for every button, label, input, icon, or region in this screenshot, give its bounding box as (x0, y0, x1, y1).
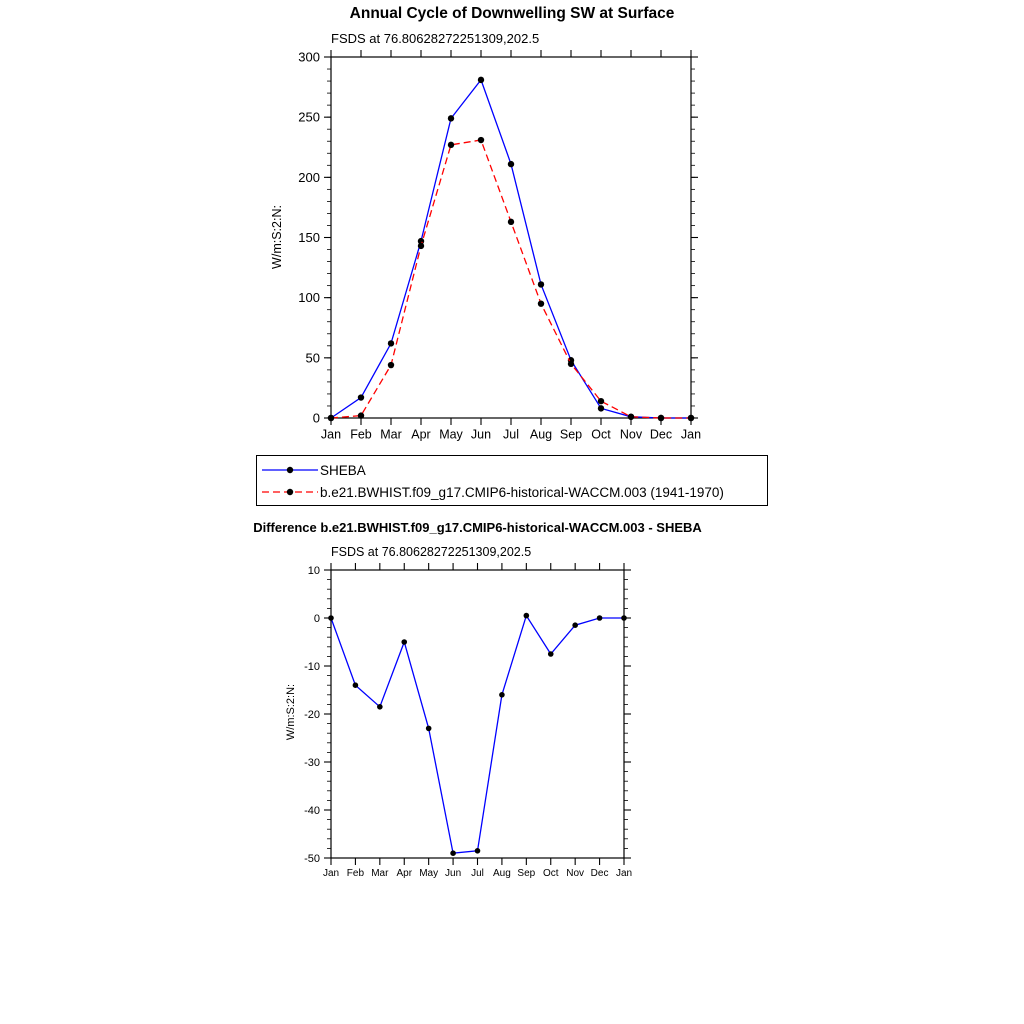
y-tick-label: 100 (298, 290, 320, 306)
marker (478, 137, 484, 143)
y-tick-label: -30 (304, 756, 320, 769)
x-tick-label: Sep (559, 427, 583, 442)
legend-label-model: b.e21.BWHIST.f09_g17.CMIP6-historical-WACCM.003 (1941-1970) (320, 484, 724, 500)
chart1-y-axis-label: W/m:S:2:N: (270, 205, 284, 269)
y-tick-label: 300 (298, 49, 320, 65)
x-tick-label: Jul (503, 427, 519, 442)
y-tick-label: -10 (304, 660, 320, 673)
marker (499, 692, 505, 698)
marker (475, 848, 481, 854)
legend-line-sheba-icon (262, 464, 318, 476)
x-tick-label: Jan (680, 427, 702, 442)
marker (358, 394, 364, 400)
x-tick-label: Oct (542, 868, 559, 879)
y-tick-label: 0 (312, 410, 320, 426)
series-line-0 (331, 616, 624, 854)
marker (597, 615, 603, 621)
series-markers-1 (328, 137, 694, 421)
marker (353, 682, 359, 688)
marker (377, 704, 383, 710)
marker (572, 622, 578, 628)
marker (658, 415, 664, 421)
x-tick-label: Feb (350, 427, 372, 442)
x-tick-label: May (439, 427, 463, 442)
marker (598, 405, 604, 411)
x-tick-label: Apr (411, 427, 431, 442)
chart1-title: Annual Cycle of Downwelling SW at Surface (349, 5, 675, 22)
x-tick-label: Jun (470, 427, 492, 442)
series-line-0 (331, 80, 691, 418)
y-tick-label: 200 (298, 169, 320, 185)
x-tick-label: Sep (517, 868, 536, 879)
legend-item-model (262, 481, 767, 503)
marker (418, 243, 424, 249)
marker (508, 161, 514, 167)
x-tick-label: Aug (529, 427, 553, 442)
chart2-y-axis-label: W/m:S:2:N: (285, 683, 297, 741)
chart2-title: Difference b.e21.BWHIST.f09_g17.CMIP6-historical-WACCM.003 - SHEBA (253, 520, 702, 535)
marker (524, 613, 530, 619)
marker (448, 142, 454, 148)
marker (358, 412, 364, 418)
series-markers-0 (328, 77, 694, 422)
marker (538, 281, 544, 287)
y-tick-label: 250 (298, 109, 320, 125)
x-tick-label: Nov (566, 868, 585, 879)
y-tick-label: -40 (304, 804, 320, 817)
marker (401, 639, 407, 645)
marker (450, 850, 456, 856)
marker (448, 115, 454, 121)
x-tick-label: Jul (471, 868, 484, 879)
marker (508, 219, 514, 225)
marker (478, 77, 484, 83)
x-tick-label: Jan (320, 427, 342, 442)
legend (256, 455, 768, 506)
x-tick-label: Aug (493, 868, 511, 879)
x-tick-label: Jan (322, 868, 340, 879)
marker (328, 415, 334, 421)
x-tick-label: Mar (380, 427, 402, 442)
x-tick-label: Apr (396, 868, 413, 879)
marker (568, 361, 574, 367)
legend-sample-marker (287, 467, 293, 473)
chart2-subtitle: FSDS at 76.80628272251309,202.5 (331, 545, 532, 559)
y-tick-label: 0 (313, 612, 320, 625)
series-line-1 (331, 140, 691, 418)
marker (628, 414, 634, 420)
x-tick-label: Dec (649, 427, 673, 442)
x-tick-label: May (419, 868, 439, 879)
y-tick-label: 50 (305, 350, 320, 366)
legend-line-model-icon (262, 486, 318, 498)
y-tick-label: -20 (304, 708, 320, 721)
chart2-plot (0, 520, 1024, 900)
marker (328, 615, 334, 621)
y-tick-label: 150 (298, 230, 320, 246)
marker (688, 415, 694, 421)
x-tick-label: Jun (445, 868, 462, 879)
marker (621, 615, 627, 621)
plot-frame (331, 57, 691, 418)
x-tick-label: Mar (371, 868, 389, 879)
chart1-plot (0, 0, 1024, 460)
y-tick-label: -50 (304, 852, 320, 865)
x-tick-label: Jan (615, 868, 633, 879)
x-tick-label: Feb (346, 868, 365, 879)
x-tick-label: Oct (591, 427, 611, 442)
marker (538, 300, 544, 306)
legend-label-sheba: SHEBA (320, 462, 366, 478)
legend-item-sheba (262, 459, 767, 481)
x-tick-label: Nov (619, 427, 643, 442)
marker (598, 398, 604, 404)
marker (388, 362, 394, 368)
marker (548, 651, 554, 657)
legend-sample-marker (287, 489, 293, 495)
x-tick-label: Dec (590, 868, 609, 879)
chart1-subtitle: FSDS at 76.80628272251309,202.5 (331, 31, 540, 46)
marker (426, 726, 432, 732)
plot-frame (331, 570, 624, 858)
y-tick-label: 10 (307, 564, 320, 577)
series-markers-0 (328, 613, 627, 856)
marker (388, 340, 394, 346)
